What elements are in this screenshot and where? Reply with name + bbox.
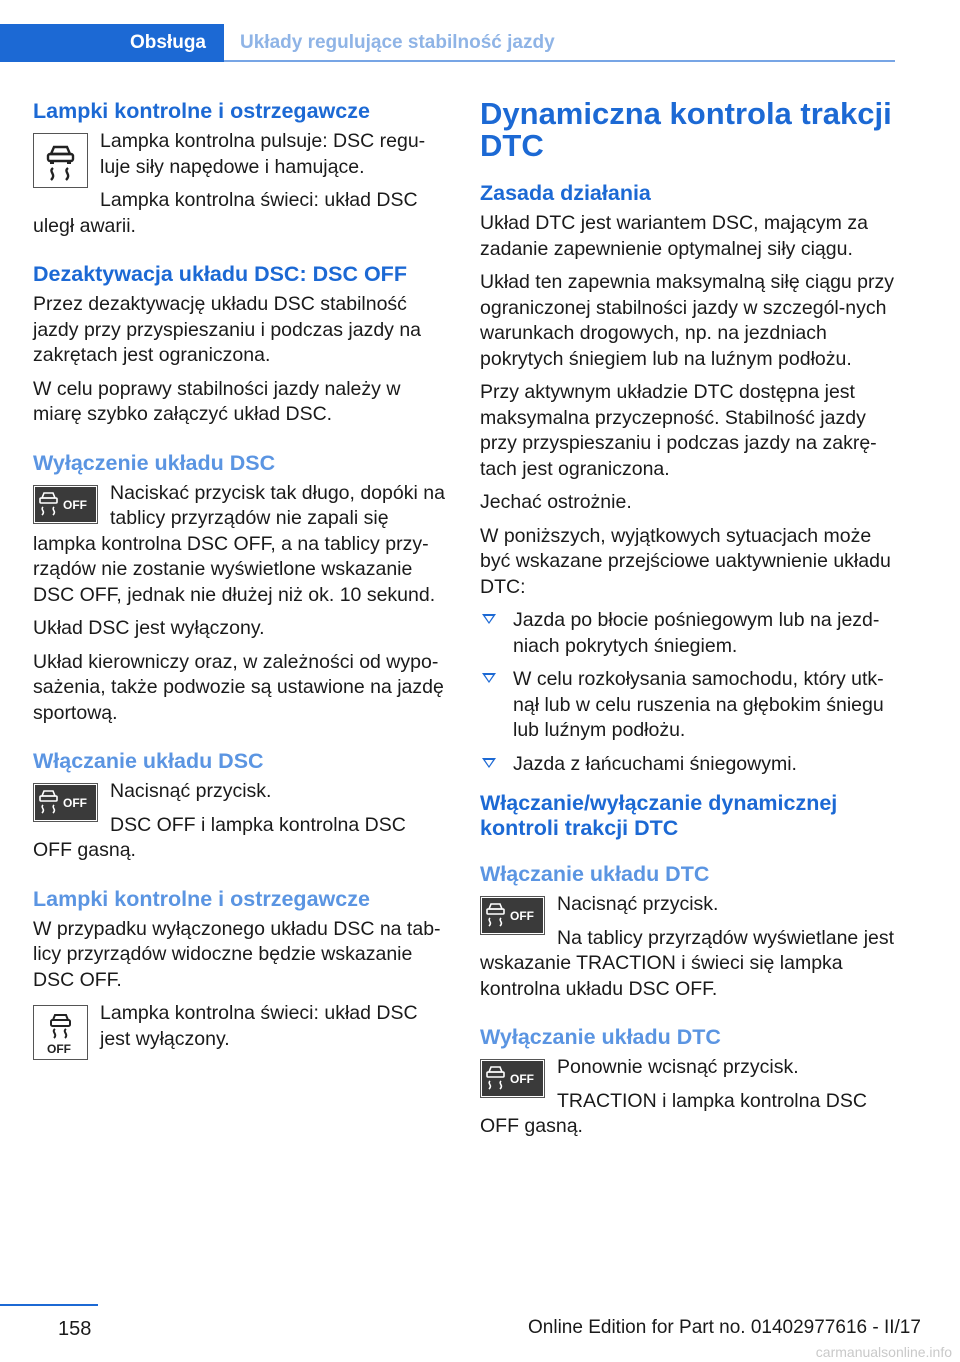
dsc-skid-icon: [33, 133, 88, 188]
heading-dsc-off: Dezaktywacja układu DSC: DSC OFF: [33, 262, 407, 286]
text-dsc-off-2: W celu poprawy stabilności jazdy należy w miarę szybko załączyć układ DSC.: [33, 377, 401, 425]
chapter-title: Układy regulujące stabilność jazdy: [240, 32, 555, 53]
section-tab: Obsługa: [0, 24, 224, 62]
svg-text:OFF: OFF: [47, 1042, 71, 1056]
text-dtc-situations: W poniższych, wyjątkowych sytuacjach może być wskazane przejściowe uaktywnienie układu DTC:: [480, 524, 891, 598]
heading-dsc-switch-off: Wyłączenie układu DSC: [33, 450, 276, 475]
heading-dtc-on-off: Włączanie/wyłączanie dynamicznej kontroli trakcji DTC: [480, 791, 838, 840]
text-traction-display: Na tablicy przyrządów wyświetlane jest wskazanie TRACTION i świeci się lampka kontrolna układu DSC OFF.: [480, 926, 895, 1000]
svg-text:OFF: OFF: [63, 796, 87, 810]
dsc-off-button-icon: [480, 1059, 545, 1098]
heading-warning-lamps: Lampki kontrolne i ostrzegawcze: [33, 99, 370, 123]
watermark: carmanualsonline.info: [815, 1344, 952, 1360]
list-item: W celu rozkołysania samochodu, który utk‐nął lub w celu ruszenia na głębokim śniegu lub luźnym podłożu.: [480, 667, 898, 744]
text-press-again: Ponownie wcisnąć przycisk.: [557, 1056, 799, 1078]
dsc-switch-on-block: [33, 779, 450, 864]
text-lamp-pulses: Lampka kontrolna pulsuje: DSC regu‐luje siły napędowe i hamujące.: [100, 130, 426, 178]
dsc-off-button-icon: [33, 485, 98, 524]
svg-text:OFF: OFF: [63, 497, 87, 512]
dsc-off-button-icon: [33, 783, 98, 822]
heading-dtc-on: Włączanie układu DTC: [480, 862, 710, 886]
text-dtc-1: Układ DTC jest wariantem DSC, mającym za zadanie zapewnienie optymalnej siły ciągu.: [480, 212, 868, 260]
text-dsc-off-1: Przez dezaktywację układu DSC stabilność jazdy przy przyspieszaniu i podczas jazdy na zakrętach jest ograniczona.: [33, 293, 422, 366]
text-dtc-2: Układ ten zapewnia maksymalną siłę ciągu przy ograniczonej stabilności jazdy w szczegól‐nych warunkach drogowych, np. na jezdniach pokrytych śniegiem lub na luźnym podłożu.: [480, 271, 895, 370]
text-dtc-3: Przy aktywnym układzie DTC dostępna jest maksymalna przyczepność. Stabilność jazdy przy przyspieszaniu i podczas jazdy na zakrę‐tach jest ograniczona.: [480, 381, 877, 480]
dsc-switch-off-block: [33, 481, 450, 609]
situations-list: [480, 608, 898, 777]
left-column: [33, 98, 450, 1064]
text-dsc-deactivated: Układ DSC jest wyłączony.: [33, 617, 265, 639]
text-display-dsc-off: W przypadku wyłączonego układu DSC na tab‐licy przyrządów widoczne będzie wskazanie DSC OFF.: [33, 917, 441, 991]
dsc-off-lamp-icon: [33, 1005, 88, 1060]
heading-dtc-off: Wyłączanie układu DTC: [480, 1025, 721, 1049]
right-column: [480, 98, 898, 1148]
list-item: Jazda z łańcuchami śniegowymi.: [480, 752, 898, 778]
text-dsc-off-goes-out: DSC OFF i lampka kontrolna DSC OFF gasną.: [33, 813, 406, 861]
svg-text:OFF: OFF: [510, 1072, 534, 1086]
heading-principle: Zasada działania: [480, 181, 651, 205]
section-title-dtc: Dynamiczna kontrola trakcji DTC: [480, 96, 892, 163]
header-rule: [224, 60, 895, 62]
text-press-hold: Naciskać przycisk tak długo, dopóki na tablicy przyrządów nie zapali się lampka kontrolna DSC OFF, a na tablicy przy‐rządów nie zostanie wyświetlone wskazanie DSC OFF, jednak nie dłużej niż ok. 10 sekund.: [33, 481, 445, 606]
text-steering-sport: Układ kierowniczy oraz, w zależności od wypo‐sażenia, także podwozie są ustawione na jazdę sportową.: [33, 650, 444, 724]
triangle-bullet-icon: [482, 758, 496, 768]
dtc-off-block: [480, 1055, 898, 1140]
text-dtc-press: Nacisnąć przycisk.: [557, 893, 719, 915]
svg-text:OFF: OFF: [510, 909, 534, 923]
text-drive-carefully: Jechać ostrożnie.: [480, 491, 632, 513]
dsc-off-button-icon: [480, 896, 545, 935]
triangle-bullet-icon: [482, 614, 496, 624]
heading-warning-lamps-2: Lampki kontrolne i ostrzegawcze: [33, 886, 370, 911]
page-header: [0, 24, 895, 62]
list-item: Jazda po błocie pośniegowym lub na jezd‐niach pokrytych śniegiem.: [480, 608, 898, 659]
text-lamp-lit-fault: Lampka kontrolna świeci: układ DSC uległ awarii.: [33, 189, 418, 237]
page-number-rule: [0, 1304, 98, 1306]
heading-dsc-switch-on: Włączanie układu DSC: [33, 749, 264, 773]
text-traction-goes-out: TRACTION i lampka kontrolna DSC OFF gasną.: [480, 1089, 867, 1137]
text-press-button: Nacisnąć przycisk.: [110, 780, 272, 802]
dsc-lamp-block: [33, 129, 450, 239]
dsc-off-lamp-block: [33, 1001, 450, 1056]
text-lamp-lit-off: Lampka kontrolna świeci: układ DSC jest wyłączony.: [100, 1002, 418, 1050]
triangle-bullet-icon: [482, 673, 496, 683]
page-number: 158: [58, 1318, 92, 1340]
dtc-on-block: [480, 892, 898, 1002]
edition-note: Online Edition for Part no. 01402977616 - II/17: [528, 1317, 921, 1338]
